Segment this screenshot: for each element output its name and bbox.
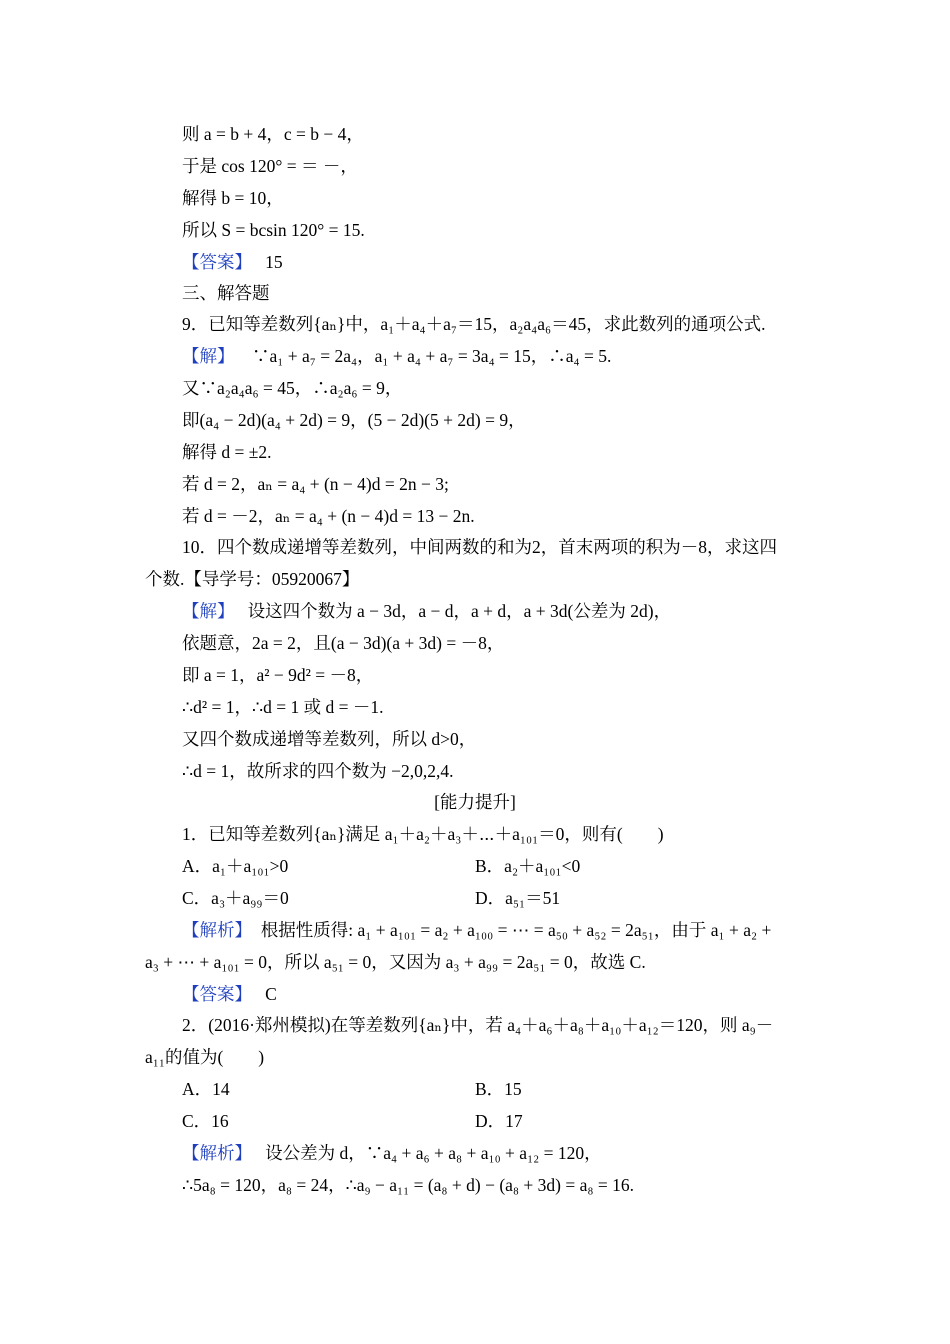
q10-line-3: 即 a = 1，a² − 9d² = －8， <box>182 665 374 685</box>
section-title: 三、解答题 <box>182 283 270 303</box>
q9-line-3: 即(a₄ − 2d)(a₄ + 2d) = 9，(5 − 2d)(5 + 2d) = 9， <box>182 410 526 430</box>
q10-stem-2: 个数.【导学号：05920067】 <box>145 569 360 589</box>
p1-analysis-text-1: 根据性质得: a₁ + a₁₀₁ = a₂ + a₁₀₀ = ⋯ = a₅₀ + a₅₂ = 2a₅₁，由于 a₁ + a₂ + <box>260 920 772 940</box>
p2-option-a: A．14 <box>182 1079 230 1099</box>
q9-step-1: ∵a₁ + a₇ = 2a₄，a₁ + a₄ + a₇ = 3a₄ = 15，∴a₄ = 5. <box>252 346 612 366</box>
q9-line-6: 若 d = －2，aₙ = a₄ + (n − 4)d = 13 − 2n. <box>182 506 475 526</box>
p2-option-d: D．17 <box>475 1111 523 1131</box>
p2-stem-1: 2．(2016·郑州模拟)在等差数列{aₙ}中，若 a₄＋a₆＋a₈＋a₁₀＋a₁₂＝120，则 a₉－ <box>182 1015 774 1035</box>
q10-step-1: 设这四个数为 a − 3d，a − d，a + d，a + 3d(公差为 2d)， <box>247 601 672 621</box>
q10-line-5: 又四个数成递增等差数列，所以 d>0， <box>182 729 477 749</box>
prev-line-1: 则 a = b + 4，c = b − 4， <box>182 124 364 144</box>
p1-option-b: B．a₂＋a₁₀₁<0 <box>475 856 581 876</box>
q9-line-2: 又∵a₂a₄a₆ = 45，∴a₂a₆ = 9， <box>182 378 403 398</box>
q9-line-5: 若 d = 2，aₙ = a₄ + (n − 4)d = 2n − 3; <box>182 474 449 494</box>
answer-value: C <box>265 984 277 1004</box>
p1-analysis-line-1 <box>182 919 771 941</box>
analysis-tag: 【解析】 <box>182 920 252 940</box>
q9-stem: 9．已知等差数列{aₙ}中，a₁＋a₄＋a₇＝15，a₂a₄a₆＝45，求此数列的通项公式. <box>182 314 766 334</box>
p2-option-c: C．16 <box>182 1111 229 1131</box>
answer-value: 15 <box>265 252 283 272</box>
p2-analysis-line-2: ∴5a₈ = 120，a₈ = 24，∴a₉ − a₁₁ = (a₈ + d) − (a₈ + 3d) = a₈ = 16. <box>182 1175 634 1195</box>
prev-line-4: 所以 S = bcsin 120° = 15. <box>182 220 365 240</box>
p2-option-b: B．15 <box>475 1079 522 1099</box>
answer-tag: 【答案】 <box>182 252 252 272</box>
p2-analysis-line-1 <box>182 1142 602 1164</box>
q10-stem-1: 10．四个数成递增等差数列，中间两数的和为2，首末两项的积为－8，求这四 <box>182 537 777 557</box>
q10-line-2: 依题意，2a = 2，且(a − 3d)(a + 3d) = －8， <box>182 633 505 653</box>
solution-tag: 【解】 <box>182 346 235 366</box>
analysis-tag: 【解析】 <box>182 1143 252 1163</box>
q10-line-6: ∴d = 1，故所求的四个数为 −2,0,2,4. <box>182 761 454 781</box>
prev-line-2: 于是 cos 120° = ＝ －， <box>182 156 358 176</box>
p1-analysis-line-2: a₃ + ⋯ + a₁₀₁ = 0，所以 a₅₁ = 0，又因为 a₃ + a₉₉ = 2a₅₁ = 0，故选 C. <box>145 952 646 972</box>
q9-line-1 <box>182 345 611 367</box>
p1-option-c: C．a₃＋a₉₉＝0 <box>182 888 289 908</box>
q10-line-4: ∴d² = 1，∴d = 1 或 d = －1. <box>182 697 384 717</box>
solution-tag: 【解】 <box>182 601 235 621</box>
prev-answer-line <box>182 251 283 273</box>
p1-answer-line <box>182 983 277 1005</box>
q9-line-4: 解得 d = ±2. <box>182 442 272 462</box>
p2-analysis-text-1: 设公差为 d，∵a₄ + a₆ + a₈ + a₁₀ + a₁₂ = 120， <box>265 1143 602 1163</box>
q10-line-1 <box>182 600 671 622</box>
p1-option-d: D．a₅₁＝51 <box>475 888 561 908</box>
p1-option-a: A．a₁＋a₁₀₁>0 <box>182 856 289 876</box>
p2-stem-2: a₁₁的值为( ) <box>145 1047 265 1067</box>
answer-tag: 【答案】 <box>182 984 252 1004</box>
prev-line-3: 解得 b = 10， <box>182 188 284 208</box>
p1-stem: 1．已知等差数列{aₙ}满足 a₁＋a₂＋a₃＋⋯＋a₁₀₁＝0，则有( ) <box>182 824 664 844</box>
ability-section-title: [能力提升] <box>434 792 516 812</box>
